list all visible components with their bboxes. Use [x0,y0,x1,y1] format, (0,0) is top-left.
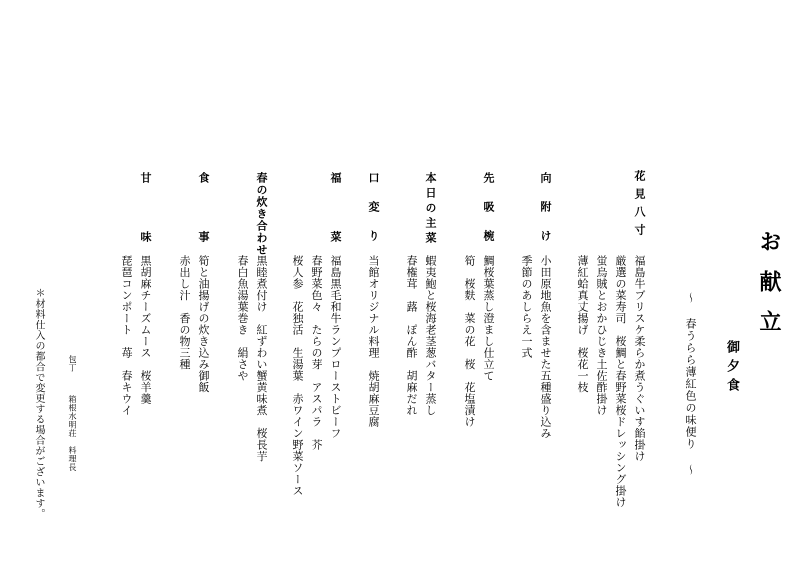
dish-line: 厳選の菜寿司 桜鯛と春野菜桜ドレッシング掛け [614,255,627,508]
menu-title: お献立 [756,230,782,350]
change-notice: ＊材料仕入の都合で変更する場合がございます。 [33,288,44,519]
chef-role: 包丁 [68,355,77,372]
course-label: 向附け [539,172,552,259]
menu-subtitle: 〜 春うらら薄紅色の味便り 〜 [684,292,697,476]
dish-line: 春権茸 蕗 ぽん酢 胡麻だれ [405,255,418,416]
dish-line: 鯛桜葉蒸し澄まし仕立て [482,255,495,382]
course-label: 本日の主菜 [424,172,437,247]
dish-line: 黒胡麻チーズムース 桜羊羹 [139,255,152,405]
course-label: 先吸椀 [482,172,495,259]
dish-line: 赤出し汁 香の物三種 [178,255,191,370]
course-label: 春の炊き合わせ [255,172,268,256]
dish-line: 桜人参 花独活 生湯葉 赤ワイン野菜ソース [291,255,304,497]
course-label: 甘味 [139,172,152,290]
dish-line: 薄紅蛤真丈揚げ 桜花一枝 [576,255,589,393]
meal-name: 御夕食 [724,340,739,397]
dish-line: 福島黒毛和牛ランプローストビーフ [329,255,342,439]
course-label: 花見八寸 [633,170,646,242]
dish-line: 当館オリジナル料理 焼胡麻豆腐 [367,255,380,428]
course-label: 食事 [197,172,210,290]
dish-line: 小田原地魚を含ませた五種盛り込み [539,255,552,439]
course-label: 口変り [367,172,380,259]
dish-line: 琵琶コンポート 苺 春キウイ [120,255,133,416]
dish-line: 筍 桜麩 菜の花 桜 花塩漬け [463,255,476,428]
dish-line: 筍と油揚げの炊き込み御飯 [197,255,210,393]
dish-line: 福島牛ブリスケ柔らか煮うぐいす餡掛け [633,255,646,462]
dish-line: 季節のあしらえ一式 [520,255,533,359]
chef-signature: 箱根水明荘 料理長 [68,395,77,472]
dish-line: 春野菜色々 たらの芽 アスパラ 芥 [310,255,323,451]
dish-line: 蛍烏賊とおかひじき土佐酢掛け [595,255,608,416]
dish-line: 黒睦煮付け 紅ずわい蟹黄味煮 桜長芋 [255,255,268,462]
course-label: 福菜 [329,172,342,290]
dish-line: 春白魚湯葉巻き 絹さや [236,255,249,382]
dish-line: 蝦夷鮑と桜海老茎葱バター蒸し [424,255,437,416]
